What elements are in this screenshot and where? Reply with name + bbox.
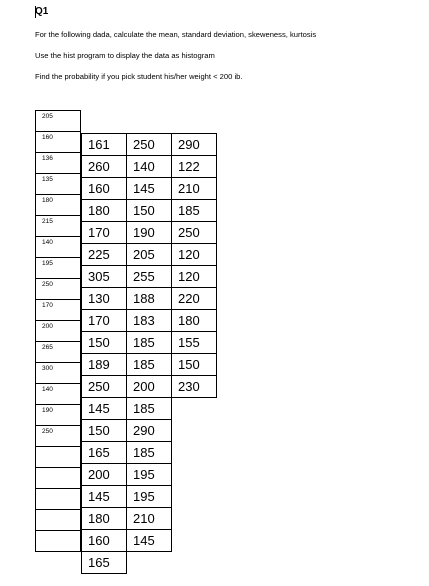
table-cell: [82, 288, 127, 310]
cell-value: 160: [88, 533, 110, 548]
table-row: [36, 111, 81, 132]
table-cell: [36, 510, 81, 531]
cell-value: 255: [133, 269, 155, 284]
cell-value: 250: [178, 225, 200, 240]
table-cell: [127, 508, 172, 530]
table-row: [36, 195, 81, 216]
table-cell: [172, 552, 217, 574]
table-cell: [172, 200, 217, 222]
table-row: [82, 420, 217, 442]
cell-value: 205: [42, 113, 53, 120]
table-cell: [172, 420, 217, 442]
cell-value: 190: [42, 407, 53, 414]
table-cell: [127, 376, 172, 398]
table-cell: [172, 332, 217, 354]
cell-value: 225: [88, 247, 110, 262]
table-cell: [82, 442, 127, 464]
table-row: [36, 342, 81, 363]
table-row: [82, 222, 217, 244]
table-cell: [172, 508, 217, 530]
weights-table-small: [35, 110, 81, 552]
table-cell: [82, 398, 127, 420]
cell-value: 170: [88, 225, 110, 240]
cell-value: 150: [133, 203, 155, 218]
cell-value: 165: [88, 445, 110, 460]
table-cell: [82, 266, 127, 288]
table-cell: [172, 310, 217, 332]
table-cell: [127, 420, 172, 442]
table-cell: [36, 258, 81, 279]
table-cell: [172, 486, 217, 508]
cell-value: 130: [88, 291, 110, 306]
table-row: [36, 237, 81, 258]
cell-value: 145: [133, 533, 155, 548]
table-cell: [127, 266, 172, 288]
table-row: [82, 530, 217, 552]
cell-value: 188: [133, 291, 155, 306]
question-title: Q1: [35, 6, 49, 17]
table-row: [82, 266, 217, 288]
table-row: [82, 442, 217, 464]
table-row: [36, 531, 81, 552]
table-cell: [172, 244, 217, 266]
table-row: [36, 468, 81, 489]
table-cell: [82, 508, 127, 530]
table-cell: [172, 398, 217, 420]
table-cell: [36, 426, 81, 447]
cell-value: [36, 510, 80, 512]
table-cell: [36, 531, 81, 552]
cell-value: 150: [88, 423, 110, 438]
table-row: [82, 354, 217, 376]
table-cell: [172, 222, 217, 244]
table-row: [36, 258, 81, 279]
cell-value: 140: [42, 239, 53, 246]
cell-value: 250: [133, 137, 155, 152]
cell-value: 136: [42, 155, 53, 162]
cell-value: 145: [133, 181, 155, 196]
table-row: [36, 363, 81, 384]
cell-value: [172, 533, 178, 548]
table-cell: [127, 156, 172, 178]
table-cell: [172, 376, 217, 398]
table-row: [82, 552, 217, 574]
table-row: [36, 426, 81, 447]
instruction-2: Use the hist program to display the data as histogram: [35, 51, 215, 60]
table-cell: [36, 447, 81, 468]
table-cell: [127, 200, 172, 222]
instruction-1: For the following dada, calculate the mean, standard deviation, skeweness, kurtosis: [35, 30, 317, 39]
cell-value: 185: [133, 401, 155, 416]
cell-value: 230: [178, 379, 200, 394]
cell-value: 185: [133, 445, 155, 460]
table-row: [36, 405, 81, 426]
cell-value: 200: [42, 323, 53, 330]
cell-value: 250: [42, 281, 53, 288]
table-row: [36, 174, 81, 195]
cell-value: 210: [133, 511, 155, 526]
table-cell: [172, 288, 217, 310]
table-cell: [172, 354, 217, 376]
table-cell: [127, 486, 172, 508]
table-cell: [82, 178, 127, 200]
table-cell: [82, 222, 127, 244]
table-cell: [127, 332, 172, 354]
cell-value: 195: [42, 260, 53, 267]
table-row: [82, 508, 217, 530]
table-cell: [36, 321, 81, 342]
cell-value: 140: [42, 386, 53, 393]
table-row: [36, 489, 81, 510]
table-cell: [82, 486, 127, 508]
cell-value: 195: [133, 467, 155, 482]
table-cell: [127, 134, 172, 156]
table-cell: [36, 405, 81, 426]
cell-value: 170: [88, 313, 110, 328]
cell-value: [172, 401, 178, 416]
cell-value: 145: [88, 489, 110, 504]
table-cell: [172, 266, 217, 288]
cell-value: 260: [88, 159, 110, 174]
table-row: [36, 510, 81, 531]
cell-value: 189: [88, 357, 110, 372]
cell-value: [36, 489, 80, 491]
cell-value: 205: [133, 247, 155, 262]
table-row: [36, 153, 81, 174]
table-cell: [36, 279, 81, 300]
table-cell: [82, 552, 127, 574]
table-cell: [36, 111, 81, 132]
table-cell: [172, 178, 217, 200]
cell-value: [172, 445, 178, 460]
cell-value: 180: [88, 511, 110, 526]
table-cell: [82, 354, 127, 376]
table-row: [82, 310, 217, 332]
table-cell: [172, 156, 217, 178]
cell-value: 200: [88, 467, 110, 482]
cell-value: [36, 531, 80, 533]
table-cell: [127, 398, 172, 420]
table-cell: [172, 464, 217, 486]
cell-value: 215: [42, 218, 53, 225]
cell-value: 185: [178, 203, 200, 218]
cell-value: [36, 447, 80, 449]
table-cell: [127, 530, 172, 552]
table-cell: [36, 363, 81, 384]
table-cell: [127, 222, 172, 244]
cell-value: 195: [133, 489, 155, 504]
table-cell: [172, 442, 217, 464]
table-cell: [82, 134, 127, 156]
table-cell: [36, 195, 81, 216]
table-row: [82, 200, 217, 222]
table-cell: [172, 134, 217, 156]
table-row: [82, 376, 217, 398]
table-cell: [127, 288, 172, 310]
cell-value: [36, 468, 80, 470]
table-cell: [82, 156, 127, 178]
weights-table-large: [81, 133, 217, 574]
table-cell: [127, 442, 172, 464]
cell-value: 180: [42, 197, 53, 204]
cell-value: 290: [133, 423, 155, 438]
cell-value: 155: [178, 335, 200, 350]
table-cell: [36, 237, 81, 258]
cell-value: 170: [42, 302, 53, 309]
table-cell: [36, 384, 81, 405]
cell-value: 180: [88, 203, 110, 218]
table-cell: [127, 464, 172, 486]
cell-value: 290: [178, 137, 200, 152]
table-cell: [36, 153, 81, 174]
table-cell: [127, 354, 172, 376]
table-cell: [82, 310, 127, 332]
cell-value: 183: [133, 313, 155, 328]
cell-value: 150: [88, 335, 110, 350]
cell-value: 185: [133, 335, 155, 350]
table-cell: [36, 489, 81, 510]
cell-value: [172, 423, 178, 438]
cell-value: 265: [42, 344, 53, 351]
cell-value: 160: [42, 134, 53, 141]
cell-value: [172, 511, 178, 526]
table-cell: [127, 178, 172, 200]
cell-value: 140: [133, 159, 155, 174]
table-row: [82, 178, 217, 200]
table-cell: [82, 244, 127, 266]
cell-value: 160: [88, 181, 110, 196]
table-row: [36, 321, 81, 342]
table-row: [82, 486, 217, 508]
cell-value: 250: [88, 379, 110, 394]
table-cell: [82, 420, 127, 442]
table-cell: [82, 200, 127, 222]
cell-value: 161: [88, 137, 110, 152]
table-row: [36, 279, 81, 300]
table-cell: [36, 342, 81, 363]
table-cell: [172, 530, 217, 552]
cell-value: 135: [42, 176, 53, 183]
table-row: [82, 464, 217, 486]
instruction-3: Find the probability if you pick student his/her weight < 200 ib.: [35, 72, 243, 81]
table-cell: [127, 552, 172, 574]
cell-value: 210: [178, 181, 200, 196]
table-row: [36, 132, 81, 153]
table-row: [82, 244, 217, 266]
cell-value: 220: [178, 291, 200, 306]
table-cell: [36, 468, 81, 489]
table-cell: [82, 376, 127, 398]
table-cell: [82, 332, 127, 354]
table-row: [36, 384, 81, 405]
table-cell: [36, 132, 81, 153]
cell-value: 120: [178, 269, 200, 284]
table-cell: [36, 216, 81, 237]
table-row: [36, 300, 81, 321]
cell-value: [172, 467, 178, 482]
table-cell: [82, 464, 127, 486]
table-cell: [127, 244, 172, 266]
cell-value: 200: [133, 379, 155, 394]
cell-value: 250: [42, 428, 53, 435]
cell-value: 122: [178, 159, 200, 174]
cell-value: 305: [88, 269, 110, 284]
cell-value: 165: [88, 555, 110, 570]
cell-value: 120: [178, 247, 200, 262]
cell-value: [172, 555, 178, 570]
table-row: [82, 134, 217, 156]
cell-value: [172, 489, 178, 504]
table-row: [36, 447, 81, 468]
cell-value: 145: [88, 401, 110, 416]
table-row: [82, 288, 217, 310]
table-row: [36, 216, 81, 237]
table-cell: [82, 530, 127, 552]
table-cell: [127, 310, 172, 332]
cell-value: 150: [178, 357, 200, 372]
cell-value: 180: [178, 313, 200, 328]
cell-value: 185: [133, 357, 155, 372]
table-cell: [36, 174, 81, 195]
cell-value: 190: [133, 225, 155, 240]
table-row: [82, 332, 217, 354]
table-row: [82, 398, 217, 420]
table-row: [82, 156, 217, 178]
cell-value: 300: [42, 365, 53, 372]
cell-value: [127, 555, 133, 570]
table-cell: [36, 300, 81, 321]
